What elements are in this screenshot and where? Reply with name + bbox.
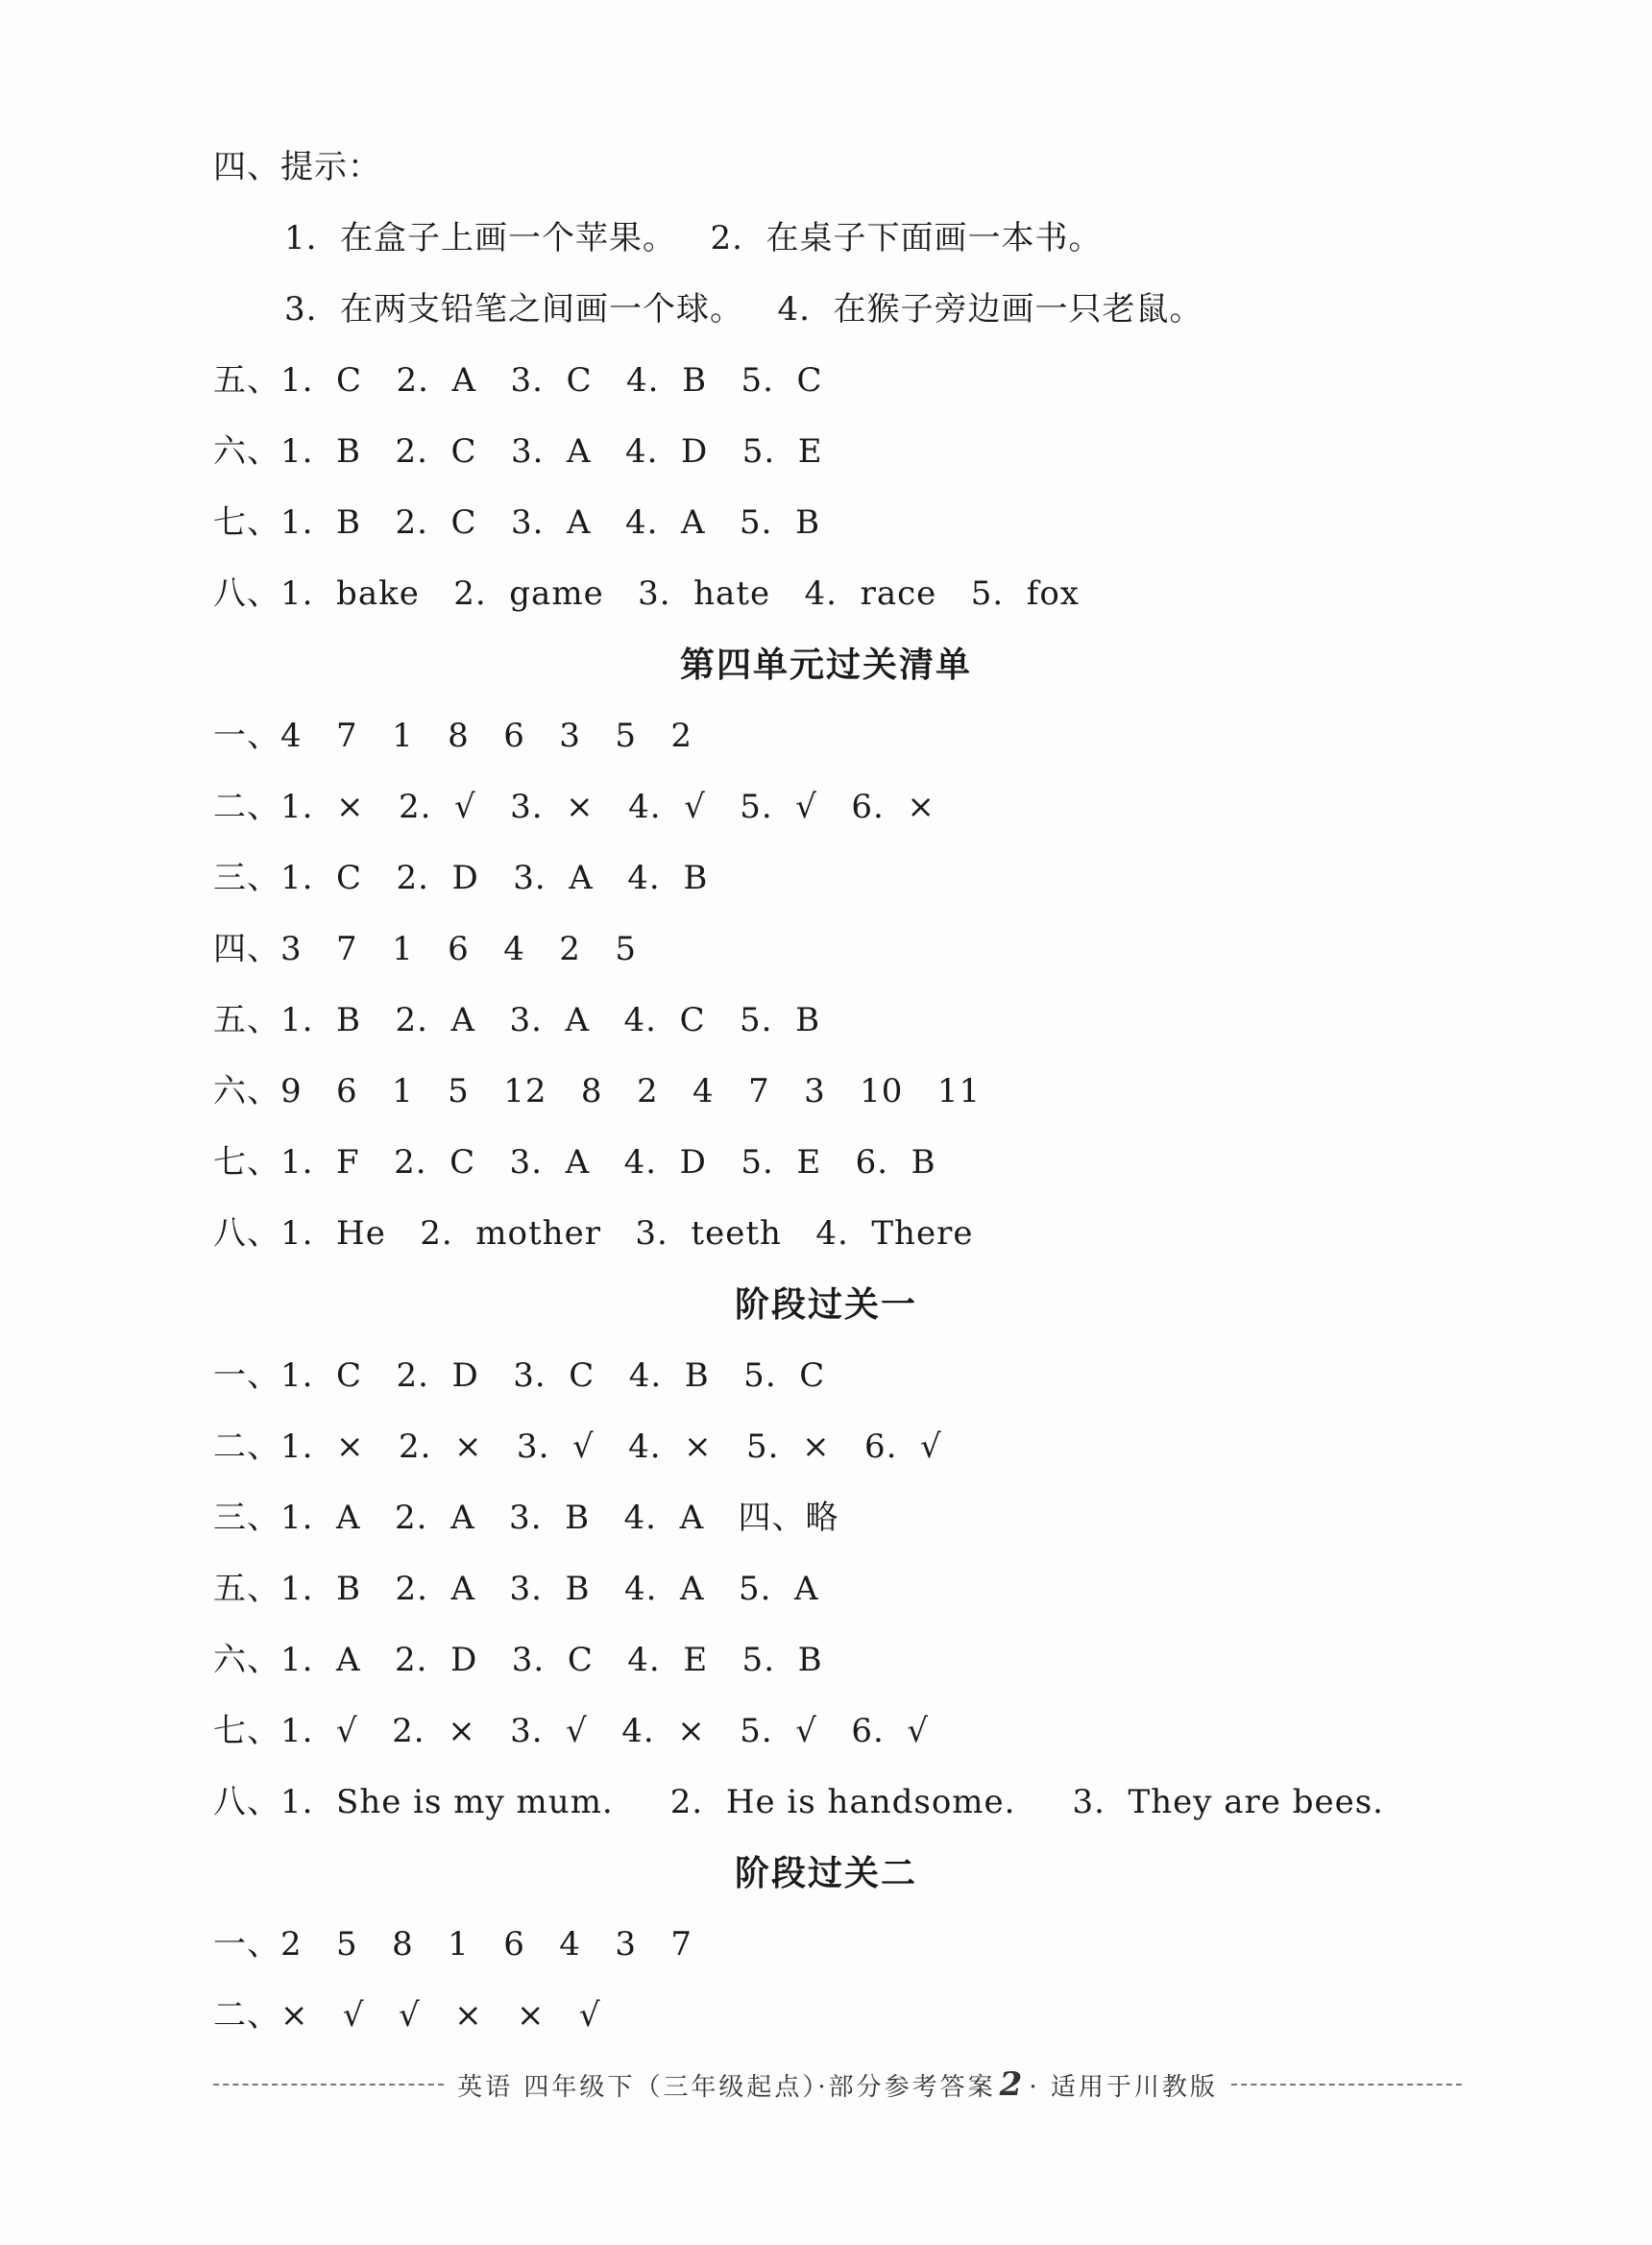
- answer-line: 四、3 7 1 6 4 2 5: [213, 930, 637, 968]
- answer-line: 二、× √ √ × × √: [213, 1996, 601, 2035]
- page-footer: [213, 2065, 1462, 2104]
- answer-line: 八、1. She is my mum. 2. He is handsome. 3. They are bees.: [213, 1783, 1384, 1821]
- answer-line: 八、1. bake 2. game 3. hate 4. race 5. fox: [213, 574, 1080, 613]
- answer-line: 一、4 7 1 8 6 3 5 2: [213, 717, 693, 755]
- section-title: 阶段过关二: [734, 1853, 917, 1893]
- answer-line: 八、1. He 2. mother 3. teeth 4. There: [213, 1214, 974, 1253]
- answer-line: 二、1. × 2. × 3. √ 4. × 5. × 6. √: [213, 1428, 942, 1466]
- answer-line: 1. 在盒子上画一个苹果。 2. 在桌子下面画一本书。: [284, 219, 1103, 257]
- answer-line: 七、1. B 2. C 3. A 4. A 5. B: [213, 503, 821, 542]
- footer-divider-left: [213, 2084, 444, 2086]
- page-number: 2: [999, 2065, 1026, 2104]
- answer-line: 五、1. B 2. A 3. A 4. C 5. B: [213, 1001, 821, 1039]
- footer-text: [444, 2065, 1231, 2104]
- answer-line: 一、1. C 2. D 3. C 4. B 5. C: [213, 1356, 826, 1395]
- answer-line: 三、1. A 2. A 3. B 4. A 四、略: [213, 1499, 839, 1537]
- answer-line: 七、1. F 2. C 3. A 4. D 5. E 6. B: [213, 1143, 936, 1182]
- footer-right-text: · 适用于川教版: [1029, 2073, 1218, 2102]
- answer-line: 六、9 6 1 5 12 8 2 4 7 3 10 11: [213, 1072, 982, 1110]
- answer-line: 六、1. A 2. D 3. C 4. E 5. B: [213, 1641, 823, 1679]
- footer-left-text: 英语 四年级下（三年级起点）·部分参考答案: [457, 2073, 996, 2102]
- answer-line: 五、1. C 2. A 3. C 4. B 5. C: [213, 361, 823, 400]
- footer-divider-right: [1231, 2084, 1462, 2086]
- answer-line: 3. 在两支铅笔之间画一个球。 4. 在猴子旁边画一只老鼠。: [284, 290, 1203, 329]
- answer-line: 七、1. √ 2. × 3. √ 4. × 5. √ 6. √: [213, 1712, 930, 1750]
- answer-line: 五、1. B 2. A 3. B 4. A 5. A: [213, 1570, 819, 1608]
- answer-line: 三、1. C 2. D 3. A 4. B: [213, 859, 709, 897]
- answer-line: 二、1. × 2. √ 3. × 4. √ 5. √ 6. ×: [213, 788, 935, 826]
- section-title: 第四单元过关清单: [679, 645, 972, 685]
- section-title: 阶段过关一: [734, 1284, 917, 1325]
- answer-line: 六、1. B 2. C 3. A 4. D 5. E: [213, 432, 823, 471]
- answer-line: 四、提示：: [213, 148, 381, 186]
- answer-line: 一、2 5 8 1 6 4 3 7: [213, 1925, 693, 1964]
